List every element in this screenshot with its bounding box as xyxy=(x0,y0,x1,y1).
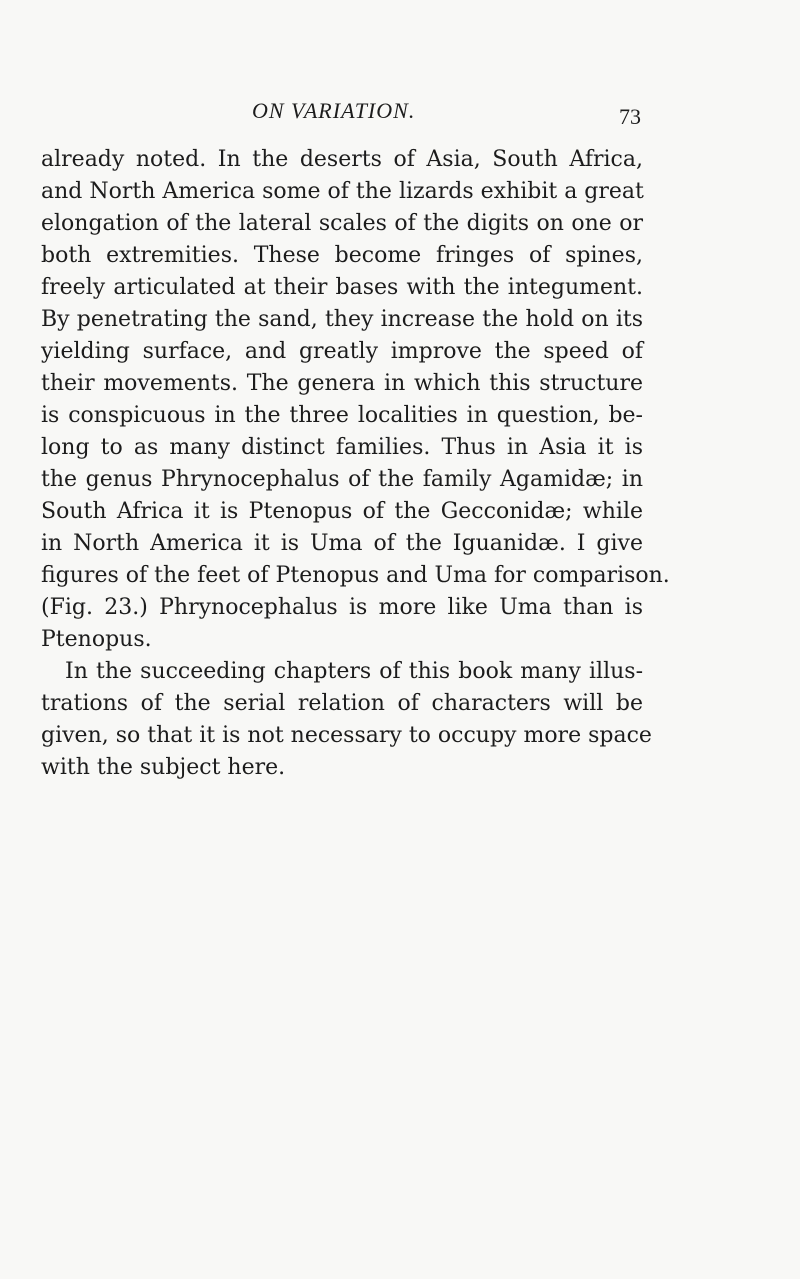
text-line: and North America some of the lizards exhibit a great xyxy=(41,179,644,204)
running-head xyxy=(0,98,800,138)
running-title: ON VARIATION. xyxy=(252,98,416,123)
text-line: both extremities. These become fringes of spines, xyxy=(41,243,643,268)
text-line: is conspicuous in the three localities in question, be- xyxy=(41,403,643,428)
text-line: elongation of the lateral scales of the digits on one or xyxy=(41,211,643,236)
text-line: By penetrating the sand, they increase the hold on its xyxy=(41,307,643,332)
text-line: Ptenopus. xyxy=(41,627,152,652)
text-line: long to as many distinct families. Thus in Asia it is xyxy=(41,435,643,460)
text-line: figures of the feet of Ptenopus and Uma for comparison. xyxy=(41,563,670,588)
text-line: already noted. In the deserts of Asia, South Africa, xyxy=(41,147,643,172)
text-line: in North America it is Uma of the Iguanidæ. I give xyxy=(41,531,643,556)
text-line: yielding surface, and greatly improve the speed of xyxy=(41,339,643,364)
text-line: In the succeeding chapters of this book many illus- xyxy=(65,659,643,684)
text-line: their movements. The genera in which this structure xyxy=(41,371,643,396)
page-number: 73 xyxy=(619,104,641,129)
text-line: the genus Phrynocephalus of the family Agamidæ; in xyxy=(41,467,643,492)
text-line: freely articulated at their bases with the integument. xyxy=(41,275,643,300)
text-line: (Fig. 23.) Phrynocephalus is more like Uma than is xyxy=(41,595,643,620)
text-line: trations of the serial relation of characters will be xyxy=(41,691,643,716)
text-line: with the subject here. xyxy=(41,755,286,780)
text-line: given, so that it is not necessary to occupy more space xyxy=(41,723,652,748)
body-text xyxy=(41,144,670,784)
text-line: South Africa it is Ptenopus of the Gecconidæ; while xyxy=(41,499,643,524)
